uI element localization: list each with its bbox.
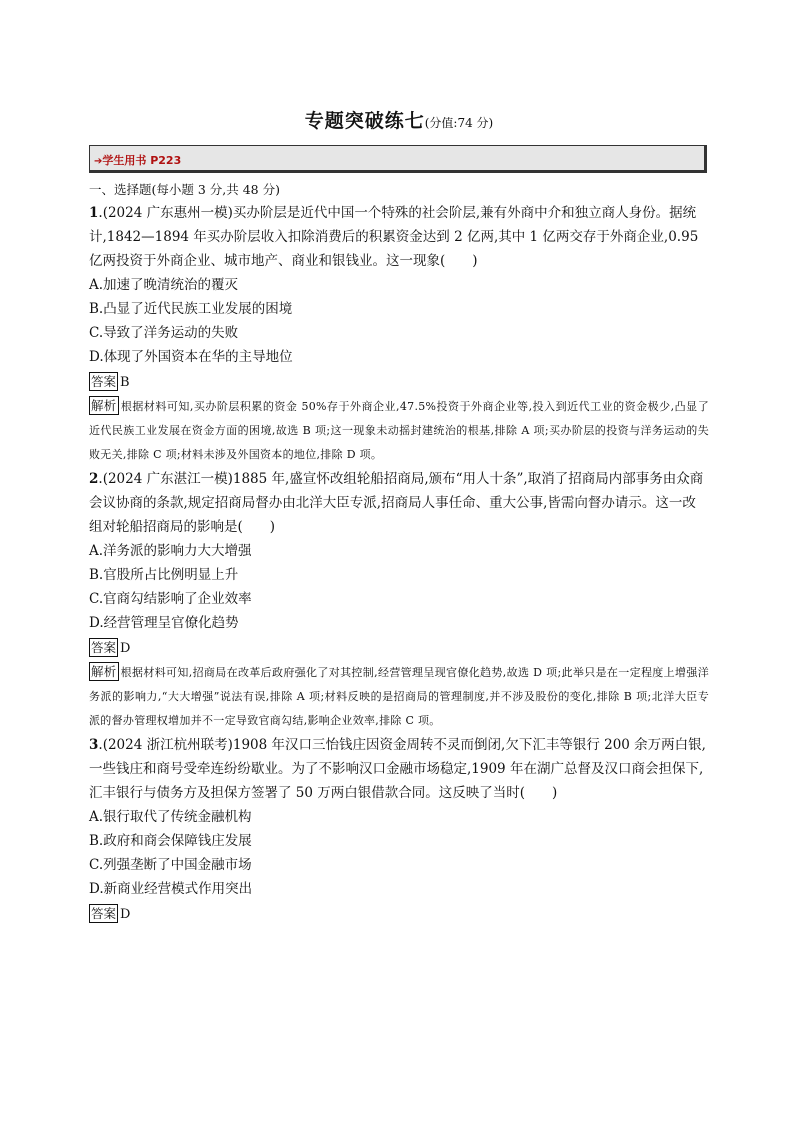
score-note: (分值:74 分) xyxy=(424,116,494,130)
option-a: A.银行取代了传统金融机构 xyxy=(89,809,252,825)
question-stem xyxy=(89,467,709,539)
answer-row xyxy=(89,637,709,661)
question-stem xyxy=(89,733,709,805)
option-d: D.新商业经营模式作用突出 xyxy=(89,881,253,897)
answer-label: 答案 xyxy=(91,374,117,389)
answer-label: 答案 xyxy=(91,640,117,655)
answer-row xyxy=(89,903,709,927)
question-number: 3 xyxy=(89,737,99,753)
answer-value: D xyxy=(120,907,131,922)
analysis-row xyxy=(89,395,709,467)
answer-value: D xyxy=(120,641,131,656)
analysis-label: 解析 xyxy=(91,398,117,413)
student-book-label: 学生用书 P223 xyxy=(102,154,182,167)
option-c: C.导致了洋务运动的失败 xyxy=(89,325,239,341)
section-heading: 一、选择题(每小题 3 分,共 48 分) xyxy=(89,182,280,197)
option-b: B.官股所占比例明显上升 xyxy=(89,567,239,583)
option-b: B.凸显了近代民族工业发展的困境 xyxy=(89,301,293,317)
analysis-label: 解析 xyxy=(91,664,117,679)
option-a: A.加速了晚清统治的覆灭 xyxy=(89,277,239,293)
page-title: 专题突破练七 xyxy=(304,110,425,132)
question-number: 1 xyxy=(89,205,99,221)
answer-label: 答案 xyxy=(91,906,117,921)
option-b: B.政府和商会保障钱庄发展 xyxy=(89,833,252,849)
question-2 xyxy=(89,467,709,733)
question-3 xyxy=(89,733,709,927)
analysis-text: 根据材料可知,买办阶层积累的资金 50%存于外商企业,47.5%投资于外商企业等,投入到近代工业的资金极少,凸显了近代民族工业发展在资金方面的困境,故选 B 项;这一现象未动摇封建统治的根基,排除 A 项;买办阶层的投资与洋务运动的失败无关,排除 C 项;材料未涉及外国资本的地位,排除 D 项。 xyxy=(89,400,709,461)
student-book-bar xyxy=(89,145,707,173)
option-c: C.官商勾结影响了企业效率 xyxy=(89,591,252,607)
question-number: 2 xyxy=(89,471,99,487)
answer-row xyxy=(89,371,709,395)
content xyxy=(89,179,709,927)
option-c: C.列强垄断了中国金融市场 xyxy=(89,857,252,873)
title-row xyxy=(89,106,709,133)
analysis-row xyxy=(89,661,709,733)
arrow-icon: ➔ xyxy=(94,156,103,167)
question-text: .(2024 浙江杭州联考)1908 年汉口三怡钱庄因资金周转不灵而倒闭,欠下汇丰等银行 200 余万两白银,一些钱庄和商号受牵连纷纷歇业。为了不影响汉口金融市场稳定,1909 年在湖广总督及汉口商会担保下,汇丰银行与债务方及担保方签署了 50 万两白银借款合同。这反映了当时( ) xyxy=(89,737,706,801)
question-stem xyxy=(89,201,709,273)
question-text: .(2024 广东湛江一模)1885 年,盛宣怀改组轮船招商局,颁布“用人十条”,取消了招商局内部事务由众商会议协商的条款,规定招商局督办由北洋大臣专派,招商局人事任命、重大公事,皆需向督办请示。这一改组对轮船招商局的影响是( ) xyxy=(89,471,704,535)
option-a: A.洋务派的影响力大大增强 xyxy=(89,543,252,559)
answer-value: B xyxy=(120,375,130,390)
option-d: D.体现了外国资本在华的主导地位 xyxy=(89,349,293,365)
question-text: .(2024 广东惠州一模)买办阶层是近代中国一个特殊的社会阶层,兼有外商中介和独立商人身份。据统计,1842—1894 年买办阶层收入扣除消费后的积累资金达到 2 亿两,其中 1 亿两交存于外商企业,0.95 亿两投资于外商企业、城市地产、商业和银钱业。这一现象( ) xyxy=(89,205,699,269)
question-1 xyxy=(89,201,709,467)
option-d: D.经营管理呈官僚化趋势 xyxy=(89,615,239,631)
analysis-text: 根据材料可知,招商局在改革后政府强化了对其控制,经营管理呈现官僚化趋势,故选 D 项;此举只是在一定程度上增强洋务派的影响力,“大大增强”说法有误,排除 A 项;材料反映的是招商局的管理制度,并不涉及股份的变化,排除 B 项;北洋大臣专派的督办管理权增加并不一定导致官商勾结,影响企业效率,排除 C 项。 xyxy=(89,666,709,727)
student-book-link[interactable] xyxy=(94,152,181,168)
